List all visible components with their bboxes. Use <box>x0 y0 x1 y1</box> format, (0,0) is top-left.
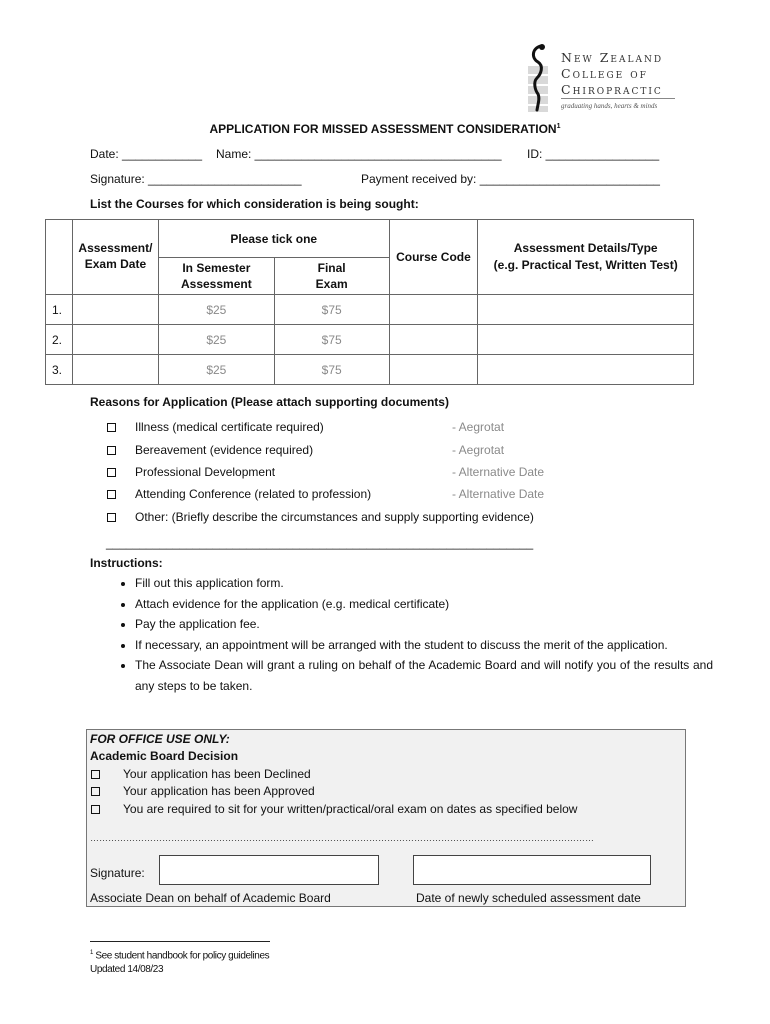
other-reason-line[interactable]: ________________________________________________________________ <box>106 536 534 550</box>
course-code-cell[interactable] <box>389 325 478 355</box>
office-dotted-line: …………………………………………………………………………………………………………………………………………………… <box>90 833 594 843</box>
final-exam-fee-option[interactable]: $75 <box>274 355 389 385</box>
row-number: 2. <box>46 325 73 355</box>
reason-note: - Aegrotat <box>452 443 505 457</box>
decision-sit-exam-label: You are required to sit for your written/practical/oral exam on dates as specified below <box>123 802 578 816</box>
decision-declined-label: Your application has been Declined <box>123 767 311 781</box>
courses-table <box>45 219 694 385</box>
exam-date-cell[interactable] <box>72 295 158 325</box>
list-item: • Pay the application fee. <box>135 614 713 635</box>
title-footnote-ref: 1 <box>556 123 561 130</box>
col-assessment-details: Assessment Details/Type (e.g. Practical Test, Written Test) <box>478 220 694 295</box>
page-title-text: APPLICATION FOR MISSED ASSESSMENT CONSIDERATION <box>209 122 557 136</box>
logo-line-3: Chiropractic <box>561 82 663 97</box>
page-title <box>0 122 770 136</box>
reason-label: Other: (Briefly describe the circumstances and supply supporting evidence) <box>135 510 534 524</box>
assessment-details-cell[interactable] <box>478 295 694 325</box>
decision-checkbox-sit-exam[interactable] <box>91 805 100 814</box>
reason-note: - Alternative Date <box>452 465 545 479</box>
logo-wordmark <box>561 50 663 98</box>
reason-checkbox[interactable] <box>107 446 116 455</box>
table-blank-header <box>46 220 73 295</box>
instructions-heading: Instructions: <box>90 556 163 570</box>
col-please-tick: Please tick one <box>158 220 389 258</box>
col-assessment-date: Assessment/ Exam Date <box>72 220 158 295</box>
in-semester-fee-option[interactable]: $25 <box>158 325 274 355</box>
office-signature-label: Signature: <box>90 866 145 880</box>
payment-received-field[interactable]: Payment received by: ___________________________ <box>361 172 660 186</box>
reason-note: - Alternative Date <box>452 487 545 501</box>
reason-label: Attending Conference (related to profession) <box>135 487 372 501</box>
table-row <box>46 295 694 325</box>
final-exam-fee-option[interactable]: $75 <box>274 325 389 355</box>
col-in-semester: In Semester Assessment <box>158 258 274 295</box>
scheduled-date-label: Date of newly scheduled assessment date <box>416 891 641 905</box>
decision-checkbox-declined[interactable] <box>91 770 100 779</box>
logo-divider <box>561 98 675 99</box>
exam-date-cell[interactable] <box>72 355 158 385</box>
reasons-heading: Reasons for Application (Please attach supporting documents) <box>90 395 449 409</box>
office-signature-box[interactable] <box>159 855 379 885</box>
final-exam-fee-option[interactable]: $75 <box>274 295 389 325</box>
reason-checkbox[interactable] <box>107 468 116 477</box>
list-item: • If necessary, an appointment will be arranged with the student to discuss the merit of the application. <box>135 635 713 656</box>
reason-checkbox[interactable] <box>107 490 116 499</box>
list-item: • Fill out this application form. <box>135 573 713 594</box>
course-code-cell[interactable] <box>389 295 478 325</box>
decision-approved-label: Your application has been Approved <box>123 784 315 798</box>
reason-checkbox[interactable] <box>107 513 116 522</box>
footnote <box>90 950 269 961</box>
logo-line-1: New Zealand <box>561 50 664 65</box>
row-number: 1. <box>46 295 73 325</box>
reason-checkbox[interactable] <box>107 423 116 432</box>
logo-line-2: College of <box>561 66 648 81</box>
logo-tagline: graduating hands, hearts & minds <box>561 102 658 110</box>
assessment-details-cell[interactable] <box>478 355 694 385</box>
footnote-text: See student handbook for policy guidelines <box>95 950 270 962</box>
decision-checkbox-approved[interactable] <box>91 787 100 796</box>
office-use-panel <box>86 729 686 907</box>
name-field[interactable]: Name: _____________________________________ <box>216 147 502 161</box>
courses-heading: List the Courses for which consideration is being sought: <box>90 197 419 211</box>
signature-field[interactable]: Signature: _______________________ <box>90 172 302 186</box>
row-number: 3. <box>46 355 73 385</box>
instructions-list <box>105 573 713 696</box>
in-semester-fee-option[interactable]: $25 <box>158 295 274 325</box>
updated-date: Updated 14/08/23 <box>90 964 164 975</box>
college-logo-icon <box>528 44 548 112</box>
footnote-ref: 1 <box>90 950 93 956</box>
course-code-cell[interactable] <box>389 355 478 385</box>
associate-dean-label: Associate Dean on behalf of Academic Board <box>90 891 331 905</box>
date-field[interactable]: Date: ____________ <box>90 147 203 161</box>
academic-board-heading: Academic Board Decision <box>90 749 239 763</box>
office-use-heading: FOR OFFICE USE ONLY: <box>90 732 230 746</box>
list-item: • The Associate Dean will grant a ruling on behalf of the Academic Board and will notify you of the results and any steps to be taken. <box>135 655 713 696</box>
col-course-code: Course Code <box>389 220 478 295</box>
reason-label: Bereavement (evidence required) <box>135 443 314 457</box>
reason-note: - Aegrotat <box>452 420 505 434</box>
scheduled-date-box[interactable] <box>413 855 651 885</box>
footnote-divider <box>90 941 270 942</box>
assessment-details-cell[interactable] <box>478 325 694 355</box>
exam-date-cell[interactable] <box>72 325 158 355</box>
table-row <box>46 355 694 385</box>
in-semester-fee-option[interactable]: $25 <box>158 355 274 385</box>
col-final-exam: Final Exam <box>274 258 389 295</box>
reason-label: Illness (medical certificate required) <box>135 420 324 434</box>
reason-label: Professional Development <box>135 465 276 479</box>
table-row <box>46 325 694 355</box>
list-item: • Attach evidence for the application (e.g. medical certificate) <box>135 594 713 615</box>
id-field[interactable]: ID: _________________ <box>527 147 660 161</box>
